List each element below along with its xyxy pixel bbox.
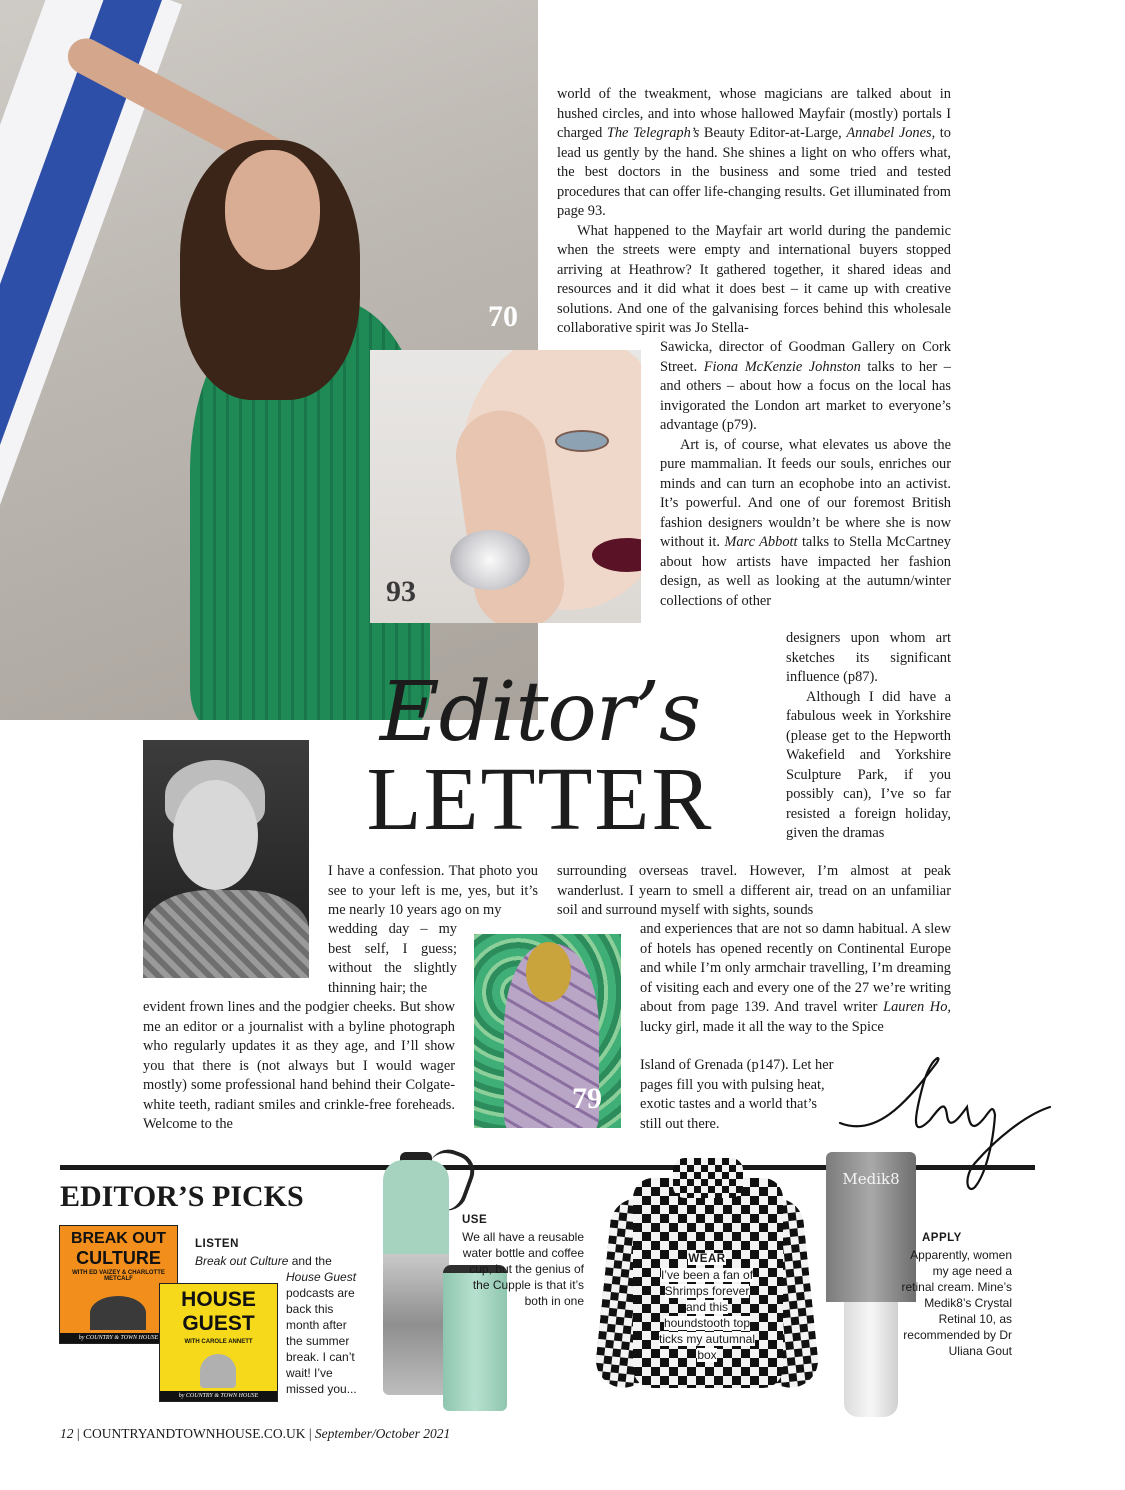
article-column-left-bottom	[143, 998, 455, 1135]
article-column-left-top	[328, 862, 538, 921]
poster-footer: by COUNTRY & TOWN HOUSE	[60, 1333, 177, 1343]
article-text: talks to Stella McCartney about how artists have impacted her fashion design, as well as looking at the autumn/winter collections of other	[660, 534, 951, 609]
article-paragraph: designers upon whom art sketches its significant influence (p87).	[786, 630, 951, 685]
article-column-mid	[660, 338, 951, 611]
poster-title: GUEST	[182, 1312, 255, 1335]
pick-label-wear: WEAR	[688, 1253, 726, 1265]
pick-text: and the	[291, 1254, 332, 1268]
pick-text-italic: House Guest	[286, 1270, 357, 1284]
poster-footer: by COUNTRY & TOWN HOUSE	[160, 1391, 277, 1401]
page-number: 12	[60, 1426, 74, 1441]
article-text-italic: Marc Abbott	[724, 534, 798, 550]
article-text: Beauty Editor-at-Large,	[703, 125, 842, 141]
article-column-left-narrow	[328, 920, 457, 998]
article-text: Sawicka, director of Goodman Gallery on Cork Street.	[660, 339, 951, 375]
article-text: world of the tweakment, whose magicians are talked about in hushed circles, and into whose hallowed Mayfair (mostly) portals I charged	[557, 86, 951, 141]
article-text: and experiences that are not so damn habitual. A slew of hotels has opened recently on Continental Europe and while I’m only armchair travelling, I’m dreaming of visiting each and every one of the 27 we’re writing about from page 139. And travel writer	[640, 921, 951, 1015]
article-column-narrow	[786, 629, 951, 844]
pick-text: I’ve been a fan of Shrimps forever and this houndstooth top ticks my autumnal box	[658, 1268, 756, 1362]
pick-text-italic: Break out Culture	[195, 1254, 289, 1268]
product-water-bottle	[383, 1160, 449, 1395]
article-paragraph: wedding day – my best self, I guess; without the slightly thinning hair; the	[328, 921, 457, 996]
poster-title: HOUSE	[181, 1288, 256, 1311]
pick-text-wear	[655, 1250, 759, 1363]
pick-text-apply: Apparently, women my age need a retinal cream. Mine’s Medik8’s Crystal Retinal 10, as recommended by Dr Uliana Gout	[901, 1248, 1012, 1358]
pick-label-use: USE	[462, 1214, 488, 1226]
page-footer	[60, 1426, 450, 1442]
article-text: lucky girl, made it all the way to the Spice	[640, 1018, 884, 1035]
article-text: to lead us gently by the hand. She shines a light on who offers what, the best doctors in the business and some tried and tested procedures that can offer life-changing results. Get illuminated from page 93.	[557, 125, 951, 219]
photo-page-label-93: 93	[386, 575, 416, 608]
footer-separator: |	[76, 1426, 80, 1441]
article-column-right-top	[557, 862, 951, 921]
article-text-italic: Annabel Jones,	[846, 125, 936, 141]
poster-title: CULTURE	[76, 1248, 161, 1268]
picks-heading: EDITOR’S PICKS	[60, 1180, 304, 1213]
photo-page-label-79: 79	[572, 1082, 602, 1115]
pick-text-use: We all have a reusable water bottle and coffee cup, but the genius of the Cupple is that it’s both in one	[462, 1230, 584, 1308]
editor-portrait-photo	[143, 740, 309, 978]
poster-subtitle: WITH CAROLE ANNETT	[184, 1339, 253, 1345]
article-paragraph: Although I did have a fabulous week in Yorkshire (please get to the Hepworth Wakefield and Yorkshire Sculpture Park, if you possibly can), I’ve so far resisted a foreign holiday, given the dramas	[786, 688, 951, 841]
title-letter: LETTER	[366, 750, 714, 849]
footer-separator: |	[308, 1426, 312, 1441]
pick-text: podcasts are back this month after the summer break. I can’t wait! I’ve missed you...	[286, 1286, 357, 1396]
poster-title: BREAK OUT	[70, 1230, 167, 1247]
pick-text-listen-1	[195, 1253, 365, 1269]
article-text: talks to her – and others – about how a focus on the local has invigorated the London art market to everyone’s advantage (p79).	[660, 358, 951, 433]
article-paragraph: evident frown lines and the podgier cheeks. But show me an editor or a journalist with a byline photograph who regularly updates it as they age, and I’ll show you that there is (not always but I would wager mostly) some professional hand behind their Colgate-white teeth, radiant smiles and crinkle-free foreheads. Welcome to the	[143, 999, 455, 1132]
article-column-top	[557, 85, 951, 339]
article-column-right-mid	[640, 920, 951, 1037]
article-text-italic: Fiona McKenzie Johnston	[703, 358, 861, 375]
article-text-italic: Lauren Ho,	[883, 999, 951, 1015]
podcast-poster-house-guest	[159, 1283, 278, 1402]
article-column-right-bottom	[640, 1056, 836, 1134]
pick-text-listen-2	[286, 1269, 362, 1397]
poster-subtitle: WITH ED VAIZEY & CHARLOTTE METCALF	[72, 1270, 165, 1282]
pick-label-apply: APPLY	[922, 1232, 962, 1244]
beauty-photo-ring	[370, 350, 641, 623]
footer-date: September/October 2021	[314, 1426, 451, 1441]
article-text: Art is, of course, what elevates us above the pure mammalian. It feeds our souls, enriches our minds and can turn an ecophobe into an activist. It’s powerful. And one of our foremost British fashion designers wouldn’t be where she is now without it.	[660, 436, 951, 550]
title-editors: Editor’s	[379, 665, 701, 760]
photo-page-label-70: 70	[488, 300, 518, 333]
art-photo-figure	[474, 934, 621, 1128]
article-paragraph: I have a confession. That photo you see to your left is me, yes, but it’s me nearly 10 years ago on my	[328, 863, 538, 918]
article-paragraph: surrounding overseas travel. However, I’m almost at peak wanderlust. I yearn to smell a different air, tread on an unfamiliar soil and surround myself with sights, sounds	[557, 863, 951, 918]
article-paragraph: Island of Grenada (p147). Let her pages fill you with pulsing heat, exotic tastes and a world that’s still out there.	[640, 1057, 834, 1132]
article-paragraph: What happened to the Mayfair art world during the pandemic when the streets were empty and international buyers stopped arriving at Heathrow? It gathered together, it shared ideas and resources and it did what it does best – it came up with creative solutions. And one of the galvanising forces behind this wholesale collaborative spirit was Jo Stella-	[557, 222, 951, 336]
footer-site: COUNTRYANDTOWNHOUSE.CO.UK	[82, 1426, 306, 1441]
pick-label-listen: LISTEN	[195, 1238, 239, 1250]
article-text-italic: The Telegraph’s	[606, 125, 700, 141]
tube-brand-logo: Medik8	[842, 1170, 900, 1188]
